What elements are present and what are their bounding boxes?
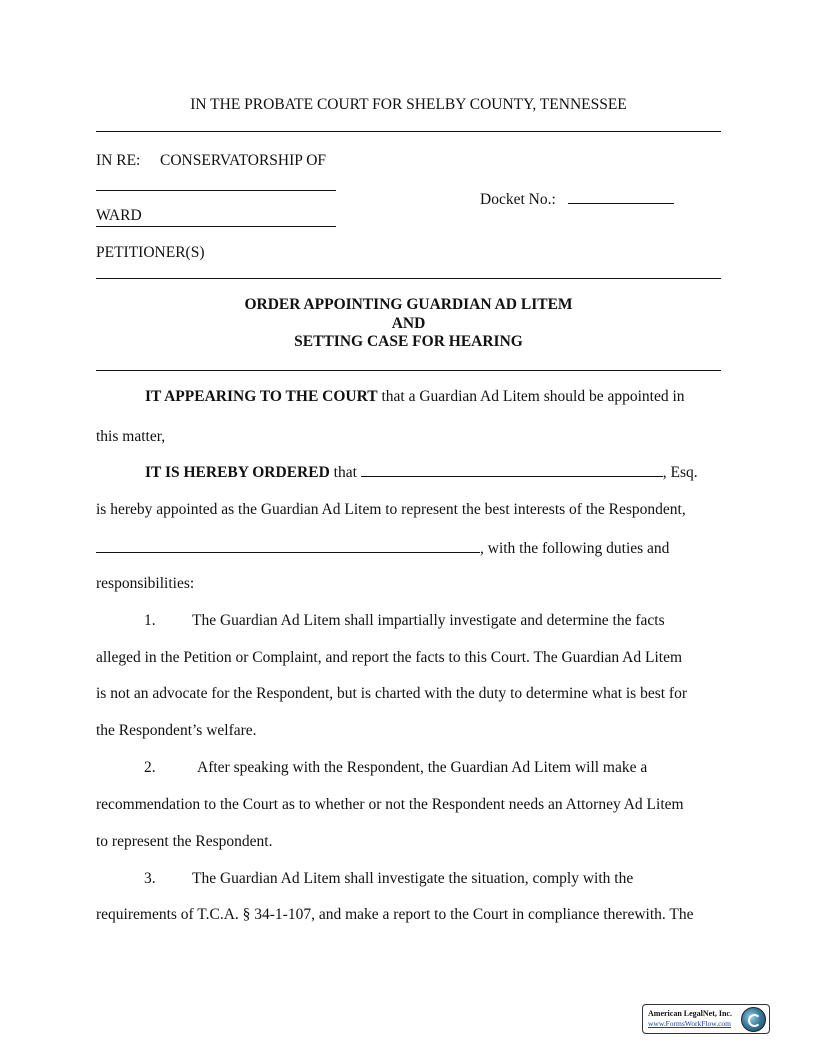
divider — [96, 370, 721, 371]
paragraph2-line3-suffix: , with the following duties and — [480, 540, 670, 557]
in-re-title: CONSERVATORSHIP OF — [160, 152, 327, 169]
order-title-line2: AND — [391, 315, 426, 332]
order-title-line1: ORDER APPOINTING GUARDIAN AD LITEM — [244, 296, 573, 313]
forms-workflow-badge[interactable] — [642, 1004, 770, 1034]
respondent-name-blank[interactable] — [96, 538, 480, 553]
paragraph2-that: that — [329, 464, 361, 481]
paragraph2-line3 — [96, 538, 721, 558]
item-1-line: the Respondent’s welfare. — [96, 722, 257, 739]
badge-company: American LegalNet, Inc. — [648, 1009, 732, 1018]
docket-label: Docket No.: — [480, 191, 556, 208]
item-3-first-text: The Guardian Ad Litem shall investigate the situation, comply with the — [192, 870, 634, 887]
paragraph2-line4: responsibilities: — [96, 575, 195, 592]
docket-row — [480, 189, 674, 209]
paragraph2-line1 — [96, 462, 770, 482]
item-1-number: 1. — [144, 612, 156, 629]
paragraph1-line1 — [96, 388, 770, 406]
docket-number-blank[interactable] — [568, 189, 674, 204]
in-re-label: IN RE: — [96, 152, 141, 169]
ward-name-blank[interactable] — [96, 190, 336, 191]
item-3-line: requirements of T.C.A. § 34-1-107, and make a report to the Court in compliance therewith. The — [96, 906, 694, 923]
globe-logo-icon — [741, 1007, 766, 1032]
paragraph1-lead: IT APPEARING TO THE COURT — [145, 388, 378, 405]
item-3-number: 3. — [144, 870, 156, 887]
item-2-line: to represent the Respondent. — [96, 833, 273, 850]
order-title-line3: SETTING CASE FOR HEARING — [294, 333, 523, 350]
paragraph2-esq: , Esq. — [662, 464, 698, 481]
court-header: IN THE PROBATE COURT FOR SHELBY COUNTY, TENNESSEE — [190, 96, 627, 113]
paragraph2-line2: is hereby appointed as the Guardian Ad Litem to represent the best interests of the Respondent, — [96, 501, 686, 518]
petitioner-label: PETITIONER(S) — [96, 244, 205, 261]
item-2-line: recommendation to the Court as to whether or not the Respondent needs an Attorney Ad Litem — [96, 796, 684, 813]
guardian-name-blank[interactable] — [361, 462, 663, 477]
item-1-first-text: The Guardian Ad Litem shall impartially investigate and determine the facts — [192, 612, 665, 629]
badge-url-link[interactable]: www.FormsWorkFlow.com — [648, 1019, 732, 1028]
item-2-first-text: After speaking with the Respondent, the Guardian Ad Litem will make a — [197, 759, 648, 776]
item-1-line: alleged in the Petition or Complaint, and report the facts to this Court. The Guardian Ad Litem — [96, 649, 683, 666]
paragraph2-lead: IT IS HEREBY ORDERED — [145, 464, 330, 481]
paragraph1-line2: this matter, — [96, 428, 166, 445]
petitioner-name-blank[interactable] — [96, 226, 336, 227]
item-2-number: 2. — [144, 759, 156, 776]
paragraph1-rest: that a Guardian Ad Litem should be appointed in — [377, 388, 685, 405]
divider — [96, 278, 721, 279]
divider — [96, 131, 721, 132]
item-1-line: is not an advocate for the Respondent, but is charted with the duty to determine what is best for — [96, 685, 688, 702]
ward-label: WARD — [96, 207, 142, 224]
